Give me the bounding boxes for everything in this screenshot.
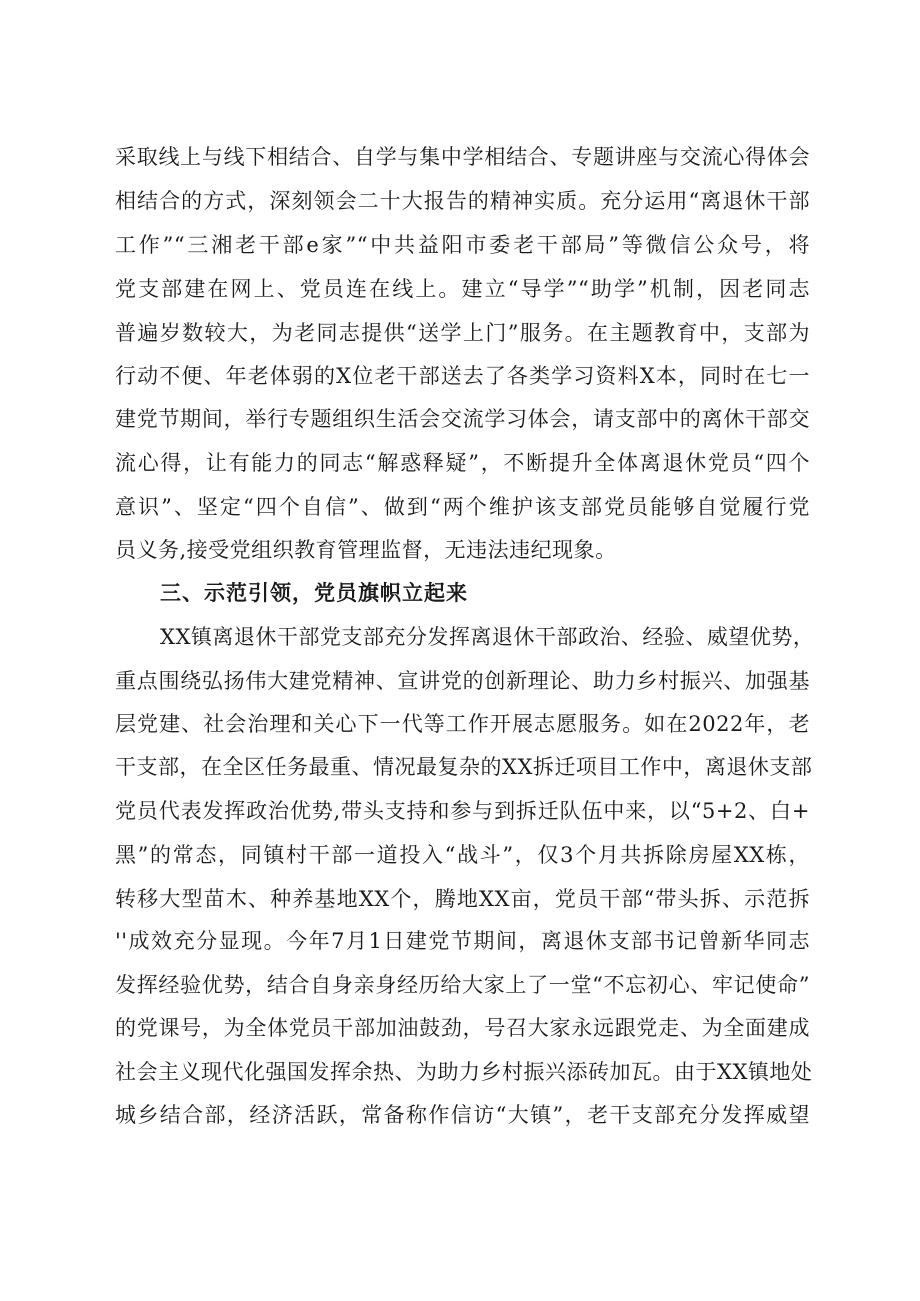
- paragraph-line: 党员代表发挥政治优势,带头支持和参与到拆迁队伍中来，以“5+2、白+: [115, 799, 810, 823]
- paragraph-line: ''成效充分显现。今年7月1日建党节期间，离退休支部书记曾新华同志: [115, 929, 810, 953]
- paragraph-line: 转移大型苗木、种养基地XX个，腾地XX亩，党员干部“带头拆、示范拆: [115, 887, 810, 911]
- paragraph-line: 流心得，让有能力的同志“解惑释疑”，不断提升全体离退休党员“四个: [115, 451, 810, 475]
- paragraph-line: 采取线上与线下相结合、自学与集中学相结合、专题讲座与交流心得体会: [115, 145, 810, 169]
- paragraph-line: 普遍岁数较大，为老同志提供“送学上门”服务。在主题教育中，支部为: [115, 321, 810, 345]
- paragraph-line: 的党课号，为全体党员干部加油鼓劲，号召大家永远跟党走、为全面建成: [115, 1016, 810, 1040]
- paragraph-line: 干支部，在全区任务最重、情况最复杂的XX拆迁项目工作中，离退休支部: [115, 755, 813, 779]
- section-heading: 三、示范引领，党员旗帜立起来: [160, 581, 468, 605]
- paragraph-line: 党支部建在网上、党员连在线上。建立“导学”“助学”机制，因老同志: [115, 277, 810, 301]
- paragraph-line: 建党节期间，举行专题组织生活会交流学习体会，请支部中的离休干部交: [115, 407, 810, 431]
- paragraph-line: 黑”的常态，同镇村干部一道投入“战斗”，仅3个月共拆除房屋XX栋，: [115, 843, 810, 867]
- paragraph-line: 意识”、坚定“四个自信”、做到“两个维护该支部党员能够自觉履行党: [115, 495, 810, 519]
- paragraph-line: 层党建、社会治理和关心下一代等工作开展志愿服务。如在2022年，老: [115, 712, 810, 736]
- paragraph-line: 社会主义现代化强国发挥余热、为助力乡村振兴添砖加瓦。由于XX镇地处: [115, 1060, 813, 1084]
- paragraph-line: 相结合的方式，深刻领会二十大报告的精神实质。充分运用“离退休干部: [115, 189, 810, 213]
- paragraph-line: XX镇离退休干部党支部充分发挥离退休干部政治、经验、威望优势，: [160, 625, 815, 649]
- paragraph-line: 行动不便、年老体弱的X位老干部送去了各类学习资料X本，同时在七一: [115, 364, 810, 388]
- paragraph-line: 工作”“三湘老干部e家”“中共益阳市委老干部局”等微信公众号，将: [115, 233, 810, 257]
- paragraph-line: 发挥经验优势，结合自身亲身经历给大家上了一堂“不忘初心、牢记使命”: [115, 973, 810, 997]
- paragraph-line: 员义务,接受党组织教育管理监督，无违法违纪现象。: [115, 538, 617, 562]
- paragraph-line: 重点围绕弘扬伟大建党精神、宣讲党的创新理论、助力乡村振兴、加强基: [115, 669, 810, 693]
- paragraph-line: 城乡结合部，经济活跃，常备称作信访“大镇”，老干支部充分发挥威望: [115, 1103, 810, 1127]
